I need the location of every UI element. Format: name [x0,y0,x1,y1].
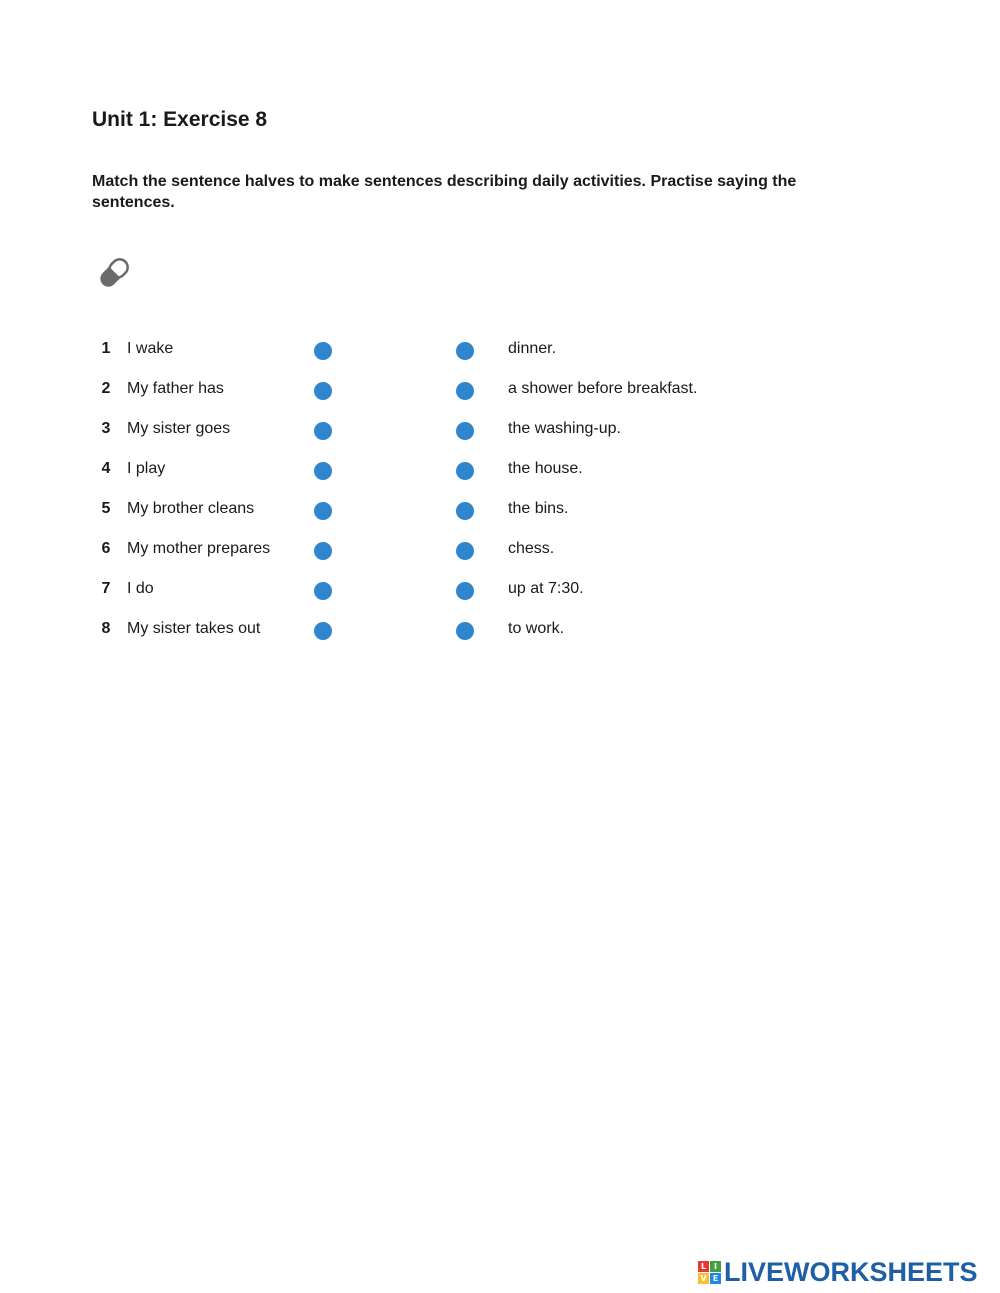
left-half: My sister takes out [127,620,261,637]
row-number: 8 [101,620,111,637]
right-connector-dot[interactable] [456,542,474,560]
logo-block-e: E [710,1273,721,1284]
left-half: My brother cleans [127,500,255,517]
left-half: I wake [127,340,174,357]
left-half: My mother prepares [127,540,271,557]
row-number: 6 [101,540,111,557]
row-number: 1 [101,340,111,357]
row-number: 4 [101,460,111,477]
right-connector-dot[interactable] [456,382,474,400]
right-half: the house. [508,460,583,477]
left-connector-dot[interactable] [314,382,332,400]
match-row-6 [0,538,1000,568]
right-half: up at 7:30. [508,580,584,597]
right-connector-dot[interactable] [456,622,474,640]
left-half: My father has [127,380,224,397]
liveworksheets-logo [698,1258,978,1286]
logo-block-i: I [710,1261,721,1272]
left-connector-dot[interactable] [314,582,332,600]
left-connector-dot[interactable] [314,342,332,360]
logo-text: LIVEWORKSHEETS [724,1257,978,1287]
instructions: Match the sentence halves to make sentences describing daily activities. Practise saying the sentences. [92,173,797,211]
right-half: dinner. [508,340,557,357]
left-connector-dot[interactable] [314,462,332,480]
match-row-3 [0,418,1000,448]
eraser-icon[interactable] [94,254,134,292]
page-title: Unit 1: Exercise 8 [92,108,268,131]
left-half: I do [127,580,154,597]
right-half: chess. [508,540,555,557]
left-half: My sister goes [127,420,231,437]
match-row-1 [0,338,1000,368]
left-connector-dot[interactable] [314,422,332,440]
right-connector-dot[interactable] [456,502,474,520]
right-connector-dot[interactable] [456,582,474,600]
right-half: the bins. [508,500,569,517]
left-connector-dot[interactable] [314,502,332,520]
match-row-7 [0,578,1000,608]
right-connector-dot[interactable] [456,342,474,360]
logo-block-v: V [698,1273,709,1284]
right-half: a shower before breakfast. [508,380,698,397]
left-connector-dot[interactable] [314,542,332,560]
match-row-2 [0,378,1000,408]
match-row-4 [0,458,1000,488]
row-number: 7 [101,580,111,597]
match-row-5 [0,498,1000,528]
right-connector-dot[interactable] [456,462,474,480]
row-number: 5 [101,500,111,517]
right-half: to work. [508,620,565,637]
match-row-8 [0,618,1000,648]
right-connector-dot[interactable] [456,422,474,440]
logo-block-l: L [698,1261,709,1272]
row-number: 2 [101,380,111,397]
row-number: 3 [101,420,111,437]
right-half: the washing-up. [508,420,621,437]
logo-blocks [698,1261,721,1284]
left-connector-dot[interactable] [314,622,332,640]
left-half: I play [127,460,166,477]
